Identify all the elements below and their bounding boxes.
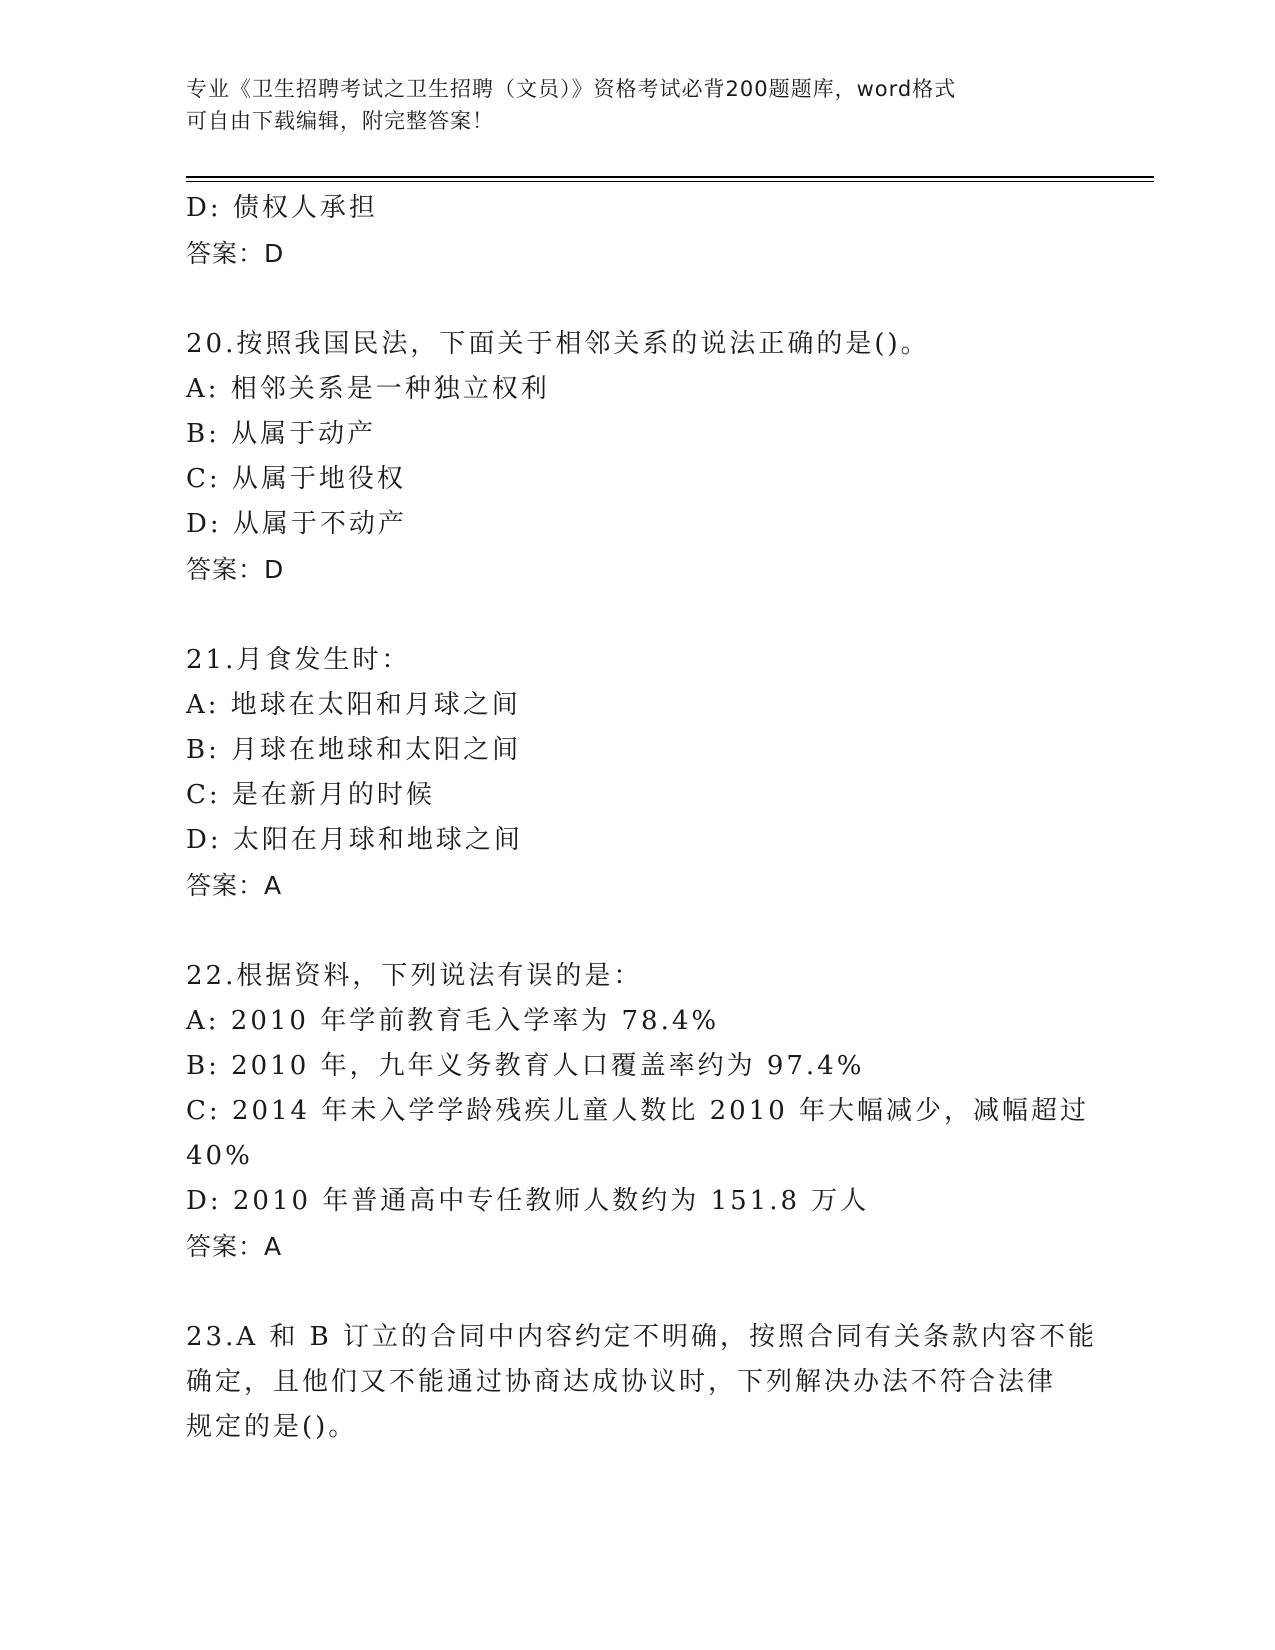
option-d: D: 太阳在月球和地球之间 (186, 825, 523, 855)
document-body (186, 186, 1098, 1450)
option-a: A: 地球在太阳和月球之间 (186, 690, 521, 720)
answer-line: 答案：D (186, 555, 285, 584)
answer-line: 答案：D (186, 239, 285, 268)
answer-line: 答案：A (186, 871, 283, 900)
question-21 (186, 638, 1086, 908)
option-a: A: 2010 年学前教育毛入学率为 78.4% (186, 1006, 720, 1036)
option-d: D: 从属于不动产 (186, 509, 407, 539)
option-d: D: 2010 年普通高中专任教师人数约为 151.8 万人 (186, 1186, 870, 1216)
question-stem-line-1: 23.A 和 B 订立的合同中内容约定不明确，按照合同有关条款内容不能 (186, 1322, 1098, 1352)
question-23 (186, 1315, 1098, 1450)
question-22 (186, 954, 1090, 1269)
question-stem-line-2: 确定，且他们又不能通过协商达成协议时，下列解决办法不符合法律 (186, 1367, 1057, 1397)
question-stem: 22.根据资料，下列说法有误的是： (186, 961, 643, 991)
question-stem-line-3: 规定的是()。 (186, 1412, 358, 1442)
option-c: C: 从属于地役权 (186, 464, 406, 494)
option-c-continued: 40% (186, 1141, 253, 1171)
option-b: B: 2010 年，九年义务教育人口覆盖率约为 97.4% (186, 1051, 865, 1081)
question-stem: 21.月食发生时： (186, 645, 411, 675)
header-rule-thick (186, 176, 1154, 178)
option-b: B: 从属于动产 (186, 419, 377, 449)
question-stem: 20.按照我国民法，下面关于相邻关系的说法正确的是()。 (186, 329, 930, 359)
option-c: C: 是在新月的时候 (186, 780, 435, 810)
option-a: A: 相邻关系是一种独立权利 (186, 374, 550, 404)
question-19-fragment (186, 186, 1086, 276)
page-header (186, 73, 1066, 137)
header-line-2: 可自由下载编辑，附完整答案！ (186, 109, 494, 133)
option-c: C: 2014 年未入学学龄残疾儿童人数比 2010 年大幅减少，减幅超过 (186, 1096, 1090, 1126)
option-d: D: 债权人承担 (186, 193, 378, 223)
option-b: B: 月球在地球和太阳之间 (186, 735, 522, 765)
header-rule-thin (186, 181, 1154, 182)
answer-line: 答案：A (186, 1232, 283, 1261)
header-line-1: 专业《卫生招聘考试之卫生招聘（文员）》资格考试必背200题题库，word格式 (186, 77, 957, 101)
question-20 (186, 322, 1086, 592)
